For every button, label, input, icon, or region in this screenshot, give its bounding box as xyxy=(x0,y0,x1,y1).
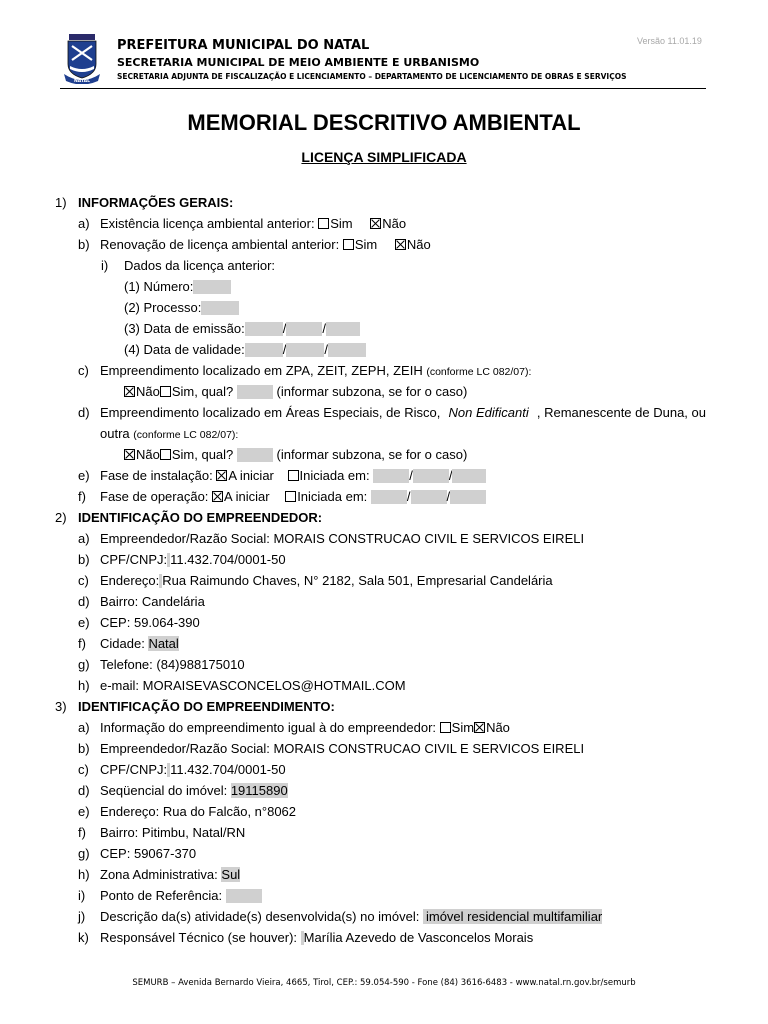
section-2-title: IDENTIFICAÇÃO DO EMPREENDEDOR: xyxy=(78,510,323,525)
processo-field[interactable] xyxy=(201,301,239,315)
empreendedor-email[interactable]: MORAISEVASCONCELOS@HOTMAIL.COM xyxy=(142,678,406,693)
checkbox-1f-iniciada[interactable] xyxy=(285,491,296,502)
empreendimento-cnpj[interactable]: 11.432.704/0001-50 xyxy=(170,762,286,777)
instalacao-year-field[interactable] xyxy=(452,469,486,483)
header-prefeitura: PREFEITURA MUNICIPAL DO NATAL xyxy=(117,38,370,53)
empreendedor-bairro[interactable]: Candelária xyxy=(141,594,205,609)
emissao-year-field[interactable] xyxy=(326,322,360,336)
version-label: Versão 11.01.19 xyxy=(637,36,702,46)
checkbox-1b-sim[interactable] xyxy=(343,239,354,250)
section-1-title: INFORMAÇÕES GERAIS: xyxy=(78,195,234,210)
empreendimento-cep[interactable]: 59067-370 xyxy=(133,846,197,861)
checkbox-1a-sim[interactable] xyxy=(318,218,329,229)
item-data-validade: (4) Data de validade: / / xyxy=(124,342,366,358)
checkbox-1f-a-iniciar[interactable] xyxy=(212,491,223,502)
operacao-month-field[interactable] xyxy=(411,490,447,504)
ponto-referencia-field[interactable] xyxy=(226,889,262,903)
empreendimento-bairro[interactable]: Pitimbu, Natal/RN xyxy=(141,825,246,840)
crest-text: NATAL xyxy=(74,79,90,84)
checkbox-3a-sim[interactable] xyxy=(440,722,451,733)
operacao-day-field[interactable] xyxy=(371,490,407,504)
operacao-year-field[interactable] xyxy=(450,490,486,504)
empreendedor-endereco[interactable]: Rua Raimundo Chaves, N° 2182, Sala 501, Empresarial Candelária xyxy=(162,573,553,588)
item-numero: (1) Número: xyxy=(124,279,231,295)
page-subtitle: LICENÇA SIMPLIFICADA xyxy=(301,149,467,165)
area-especial-subzona-field[interactable] xyxy=(237,448,273,462)
item-processo: (2) Processo: xyxy=(124,300,239,316)
checkbox-1c-nao[interactable] xyxy=(124,386,135,397)
zona-administrativa[interactable]: Sul xyxy=(221,867,241,882)
label-licenca-anterior: Existência licença ambiental anterior: xyxy=(100,216,315,231)
checkbox-1e-iniciada[interactable] xyxy=(288,470,299,481)
header-secretaria: SECRETARIA MUNICIPAL DE MEIO AMBIENTE E URBANISMO xyxy=(117,56,480,69)
empreendimento-razao-social[interactable]: MORAIS CONSTRUCAO CIVIL E SERVICOS EIRELI xyxy=(273,741,585,756)
validade-month-field[interactable] xyxy=(286,343,324,357)
checkbox-1a-nao[interactable] xyxy=(370,218,381,229)
responsavel-tecnico[interactable]: Marília Azevedo de Vasconcelos Morais xyxy=(303,930,534,945)
empreendedor-cep[interactable]: 59.064-390 xyxy=(133,615,200,630)
page-title: MEMORIAL DESCRITIVO AMBIENTAL xyxy=(187,110,581,135)
emissao-month-field[interactable] xyxy=(286,322,322,336)
label-renovacao: Renovação de licença ambiental anterior: xyxy=(100,237,340,252)
checkbox-1d-sim[interactable] xyxy=(160,449,171,460)
section-3-title: IDENTIFICAÇÃO DO EMPREENDIMENTO: xyxy=(78,699,335,714)
empreendedor-cidade[interactable]: Natal xyxy=(148,636,179,651)
validade-day-field[interactable] xyxy=(245,343,283,357)
checkbox-1c-sim[interactable] xyxy=(160,386,171,397)
empreendedor-cnpj[interactable]: 11.432.704/0001-50 xyxy=(170,552,286,567)
zpa-subzona-field[interactable] xyxy=(237,385,273,399)
numero-field[interactable] xyxy=(193,280,231,294)
validade-year-field[interactable] xyxy=(328,343,366,357)
empreendedor-razao-social[interactable]: MORAIS CONSTRUCAO CIVIL E SERVICOS EIRELI xyxy=(273,531,585,546)
empreendimento-endereco[interactable]: Rua do Falcão, n°8062 xyxy=(162,804,297,819)
header-secretaria-adjunta: SECRETARIA ADJUNTA DE FISCALIZAÇÃO E LICENCIAMENTO – DEPARTAMENTO DE LICENCIAMENTO DE OBRAS E SERVIÇOS xyxy=(117,72,627,81)
checkbox-1d-nao[interactable] xyxy=(124,449,135,460)
item-1c-options: Não Sim, qual? (informar subzona, se for o caso) xyxy=(124,384,467,400)
item-data-emissao: (3) Data de emissão: / / xyxy=(124,321,360,337)
descricao-atividade[interactable]: imóvel residencial multifamiliar xyxy=(423,909,602,924)
instalacao-day-field[interactable] xyxy=(373,469,409,483)
empreendedor-telefone[interactable]: (84)988175010 xyxy=(156,657,245,672)
natal-crest-logo xyxy=(64,34,100,84)
checkbox-1b-nao[interactable] xyxy=(395,239,406,250)
item-1d-line2: outra (conforme LC 082/07): xyxy=(100,426,239,441)
header-divider xyxy=(60,88,706,89)
checkbox-3a-nao[interactable] xyxy=(474,722,485,733)
item-1d-options: Não Sim, qual? (informar subzona, se for o caso) xyxy=(124,447,467,463)
checkbox-1e-a-iniciar[interactable] xyxy=(216,470,227,481)
emissao-day-field[interactable] xyxy=(245,322,283,336)
sequencial-imovel[interactable]: 19115890 xyxy=(230,783,288,798)
page-footer: SEMURB – Avenida Bernardo Vieira, 4665, Tirol, CEP.: 59.054-590 - Fone (84) 3616-6483 - www.natal.rn.gov.br/semurb xyxy=(132,978,636,988)
instalacao-month-field[interactable] xyxy=(413,469,449,483)
